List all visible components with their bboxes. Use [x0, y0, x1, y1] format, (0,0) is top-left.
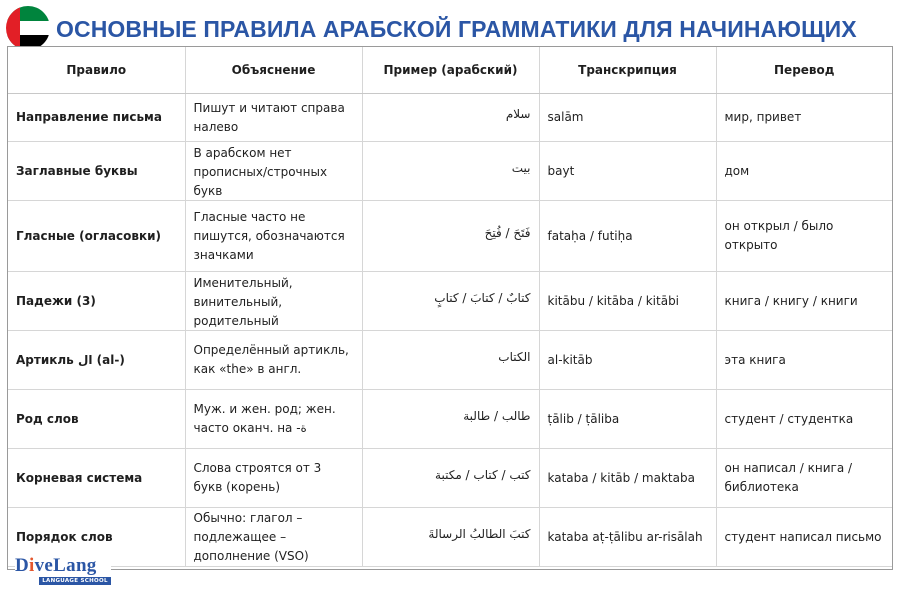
explanation-cell: Именительный, винительный, родительный — [185, 272, 362, 331]
table-row — [8, 508, 892, 567]
rule-cell: Род слов — [8, 390, 185, 449]
transcription-cell: salām — [539, 94, 716, 142]
table-row — [8, 449, 892, 508]
explanation-cell: Обычно: глагол – подлежащее – дополнение (VSO) — [185, 508, 362, 567]
transcription-cell: fataḥa / futiḥa — [539, 201, 716, 272]
table-row — [8, 201, 892, 272]
page-title: ОСНОВНЫЕ ПРАВИЛА АРАБСКОЙ ГРАММАТИКИ ДЛЯ НАЧИНАЮЩИХ — [56, 16, 857, 42]
translation-cell: он написал / книга / библиотека — [716, 449, 892, 508]
arabic-example-cell: طالب / طالبة — [362, 390, 539, 449]
explanation-cell: Определённый артикль, как «the» в англ. — [185, 331, 362, 390]
translation-cell: эта книга — [716, 331, 892, 390]
transcription-cell: al-kitāb — [539, 331, 716, 390]
column-header-example: Пример (арабский) — [362, 47, 539, 94]
rule-cell: Гласные (огласовки) — [8, 201, 185, 272]
rule-cell: Падежи (3) — [8, 272, 185, 331]
explanation-cell: Муж. и жен. род; жен. часто оканч. на -ة — [185, 390, 362, 449]
explanation-cell: Пишут и читают справа налево — [185, 94, 362, 142]
arabic-example-cell: فَتَحَ / فُتِحَ — [362, 201, 539, 272]
transcription-cell: kataba aṭ-ṭālibu ar-risālah — [539, 508, 716, 567]
rule-cell: Артикль ال (al-) — [8, 331, 185, 390]
translation-cell: он открыл / было открыто — [716, 201, 892, 272]
uae-flag-icon — [6, 6, 50, 50]
translation-cell: дом — [716, 142, 892, 201]
translation-cell: мир, привет — [716, 94, 892, 142]
column-header-rule: Правило — [8, 47, 185, 94]
table-row — [8, 390, 892, 449]
table-row — [8, 272, 892, 331]
transcription-cell: bayt — [539, 142, 716, 201]
table-row — [8, 142, 892, 201]
arabic-example-cell: كتابٌ / كتابَ / كتابٍ — [362, 272, 539, 331]
table-header-row — [8, 47, 892, 94]
grammar-table — [7, 46, 893, 570]
explanation-cell: В арабском нет прописных/строчных букв — [185, 142, 362, 201]
logo-subtitle: LANGUAGE SCHOOL — [39, 577, 111, 585]
transcription-cell: kitābu / kitāba / kitābi — [539, 272, 716, 331]
logo-wordmark: DiveLang — [15, 555, 97, 576]
arabic-example-cell: كتبَ الطالبُ الرسالةَ — [362, 508, 539, 567]
rule-cell: Порядок слов — [8, 508, 185, 567]
column-header-explanation: Объяснение — [185, 47, 362, 94]
rule-cell: Направление письма — [8, 94, 185, 142]
transcription-cell: kataba / kitāb / maktaba — [539, 449, 716, 508]
rule-cell: Корневая система — [8, 449, 185, 508]
translation-cell: студент написал письмо — [716, 508, 892, 567]
arabic-example-cell: سلام — [362, 94, 539, 142]
rule-cell: Заглавные буквы — [8, 142, 185, 201]
translation-cell: студент / студентка — [716, 390, 892, 449]
table-row — [8, 94, 892, 142]
column-header-translation: Перевод — [716, 47, 892, 94]
column-header-transcription: Транскрипция — [539, 47, 716, 94]
explanation-cell: Слова строятся от 3 букв (корень) — [185, 449, 362, 508]
arabic-example-cell: كتب / كتاب / مكتبة — [362, 449, 539, 508]
translation-cell: книга / книгу / книги — [716, 272, 892, 331]
arabic-example-cell: بيت — [362, 142, 539, 201]
table-row — [8, 331, 892, 390]
divelang-logo — [15, 556, 111, 586]
transcription-cell: ṭālib / ṭāliba — [539, 390, 716, 449]
arabic-example-cell: الكتاب — [362, 331, 539, 390]
explanation-cell: Гласные часто не пишутся, обозначаются значками — [185, 201, 362, 272]
